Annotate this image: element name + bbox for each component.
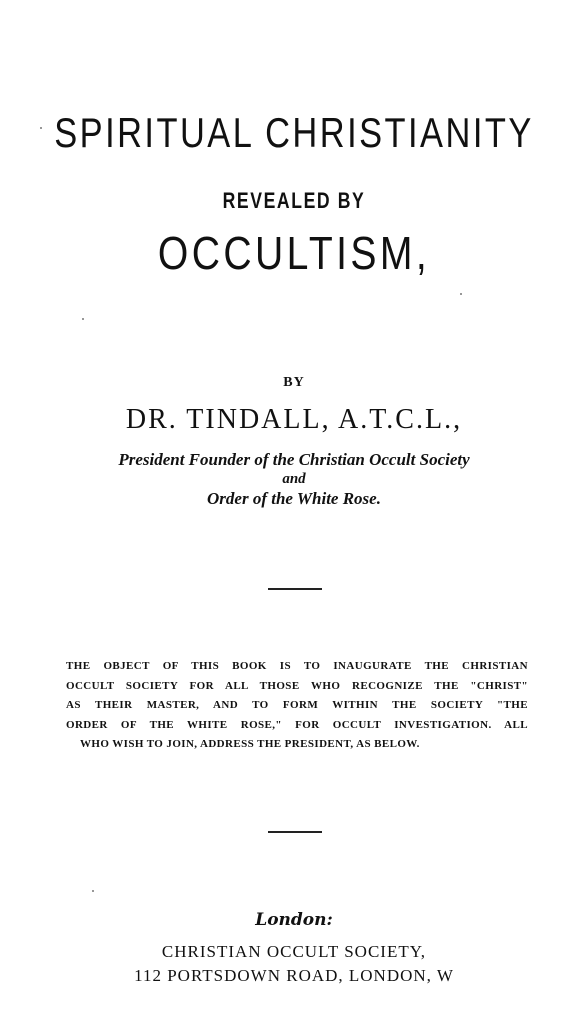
author-name: DR. TINDALL, A.T.C.L., [125,404,463,435]
notice-line: OCCULT SOCIETY FOR ALL THOSE WHO RECOGNIZE THE "CHRIST" [66,679,528,692]
paper-speck [82,318,84,320]
notice-line: ORDER OF THE WHITE ROSE," FOR OCCULT INVESTIGATION. ALL [66,718,528,731]
author-title: President Founder of the Christian Occult Society [118,450,470,469]
divider-rule [268,588,322,590]
publisher-name: CHRISTIAN OCCULT SOCIETY, [161,942,427,961]
by-line: BY [283,375,305,390]
publisher-city: London: [255,910,333,930]
paper-speck [40,127,42,129]
and-line: and [282,471,306,487]
paper-speck [460,293,462,295]
title-word: OCCULTISM, [157,227,431,279]
notice-line: THE OBJECT OF THIS BOOK IS TO INAUGURATE THE CHRISTIAN [66,660,528,672]
notice-line: AS THEIR MASTER, AND TO FORM WITHIN THE SOCIETY "THE [66,699,528,711]
main-title: SPIRITUAL CHRISTIANITY [54,109,534,156]
divider-rule [268,831,322,833]
order-line: Order of the White Rose. [207,489,381,508]
paper-speck [92,890,94,892]
publisher-address: 112 PORTSDOWN ROAD, LONDON, W [134,966,454,985]
notice-paragraph [66,657,528,755]
subtitle: REVEALED BY [222,188,366,213]
notice-line: WHO WISH TO JOIN, ADDRESS THE PRESIDENT, AS BELOW. [80,738,420,750]
